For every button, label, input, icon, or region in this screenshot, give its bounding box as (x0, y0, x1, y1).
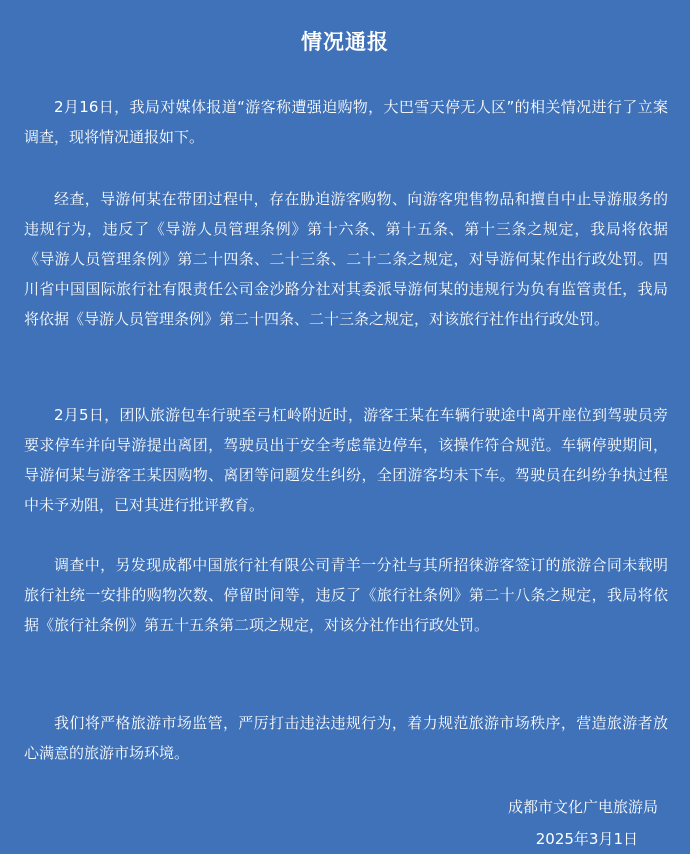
paragraph-agency-findings: 调查中，另发现成都中国旅行社有限公司青羊一分社与其所招徕游客签订的旅游合同未载明旅行社统一安排的购物次数、停留时间等，违反了《旅行社条例》第二十八条之规定，我局将依据《旅行社条例》第五十五条第二项之规定，对该分社作出行政处罚。 (24, 556, 668, 634)
paragraph-guide-findings: 经查，导游何某在带团过程中，存在胁迫游客购物、向游客兜售物品和擅自中止导游服务的违规行为，违反了《导游人员管理条例》第十六条、第十五条、第十三条之规定，我局将依据《导游人员管理条例》第二十四条、二十三条、二十二条之规定，对导游何某作出行政处罚。四川省中国国际旅行社有限责任公司金沙路分社对其委派导游何某的违规行为负有监管责任，我局将依据《导游人员管理条例》第二十四条、二十三条之规定，对该旅行社作出行政处罚。 (24, 190, 668, 328)
paragraph-driver-findings: 2月5日，团队旅游包车行驶至弓杠岭附近时，游客王某在车辆行驶途中离开座位到驾驶员旁要求停车并向导游提出离团，驾驶员出于安全考虑靠边停车，该操作符合规范。车辆停驶期间，导游何某与游客王某因购物、离团等问题发生纠纷，全团游客均未下车。驾驶员在纠纷争执过程中未予劝阻，已对其进行批评教育。 (24, 406, 668, 514)
document-title: 情况通报 (301, 30, 389, 54)
signature-organization: 成都市文化广电旅游局 (507, 798, 658, 816)
paragraph-conclusion: 我们将严格旅游市场监管，严厉打击违法违规行为，着力规范旅游市场秩序，营造旅游者放心满意的旅游市场环境。 (24, 714, 668, 762)
paragraph-intro: 2月16日，我局对媒体报道“游客称遭强迫购物，大巴雪天停无人区”的相关情况进行了立案调查，现将情况通报如下。 (24, 98, 668, 146)
signature-date: 2025年3月1日 (535, 830, 638, 848)
